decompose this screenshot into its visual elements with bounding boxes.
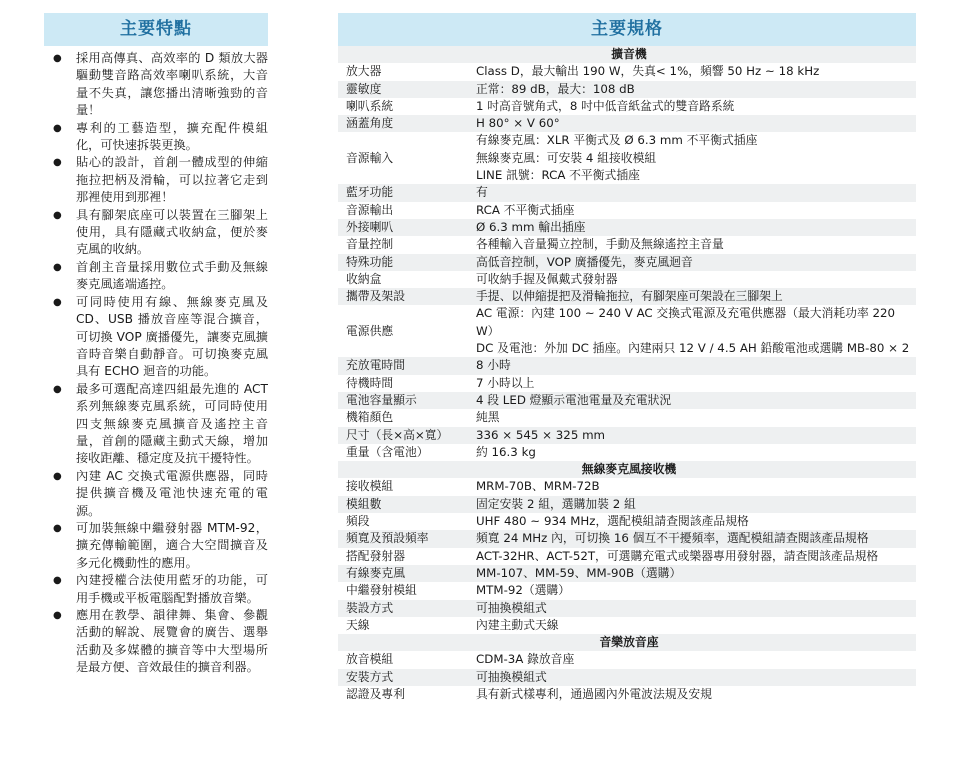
spec-section-header — [338, 461, 916, 478]
spec-label: 放大器 — [338, 63, 468, 80]
spec-row — [338, 254, 916, 271]
spec-value — [468, 513, 916, 530]
features-list — [44, 50, 268, 677]
spec-row — [338, 478, 916, 495]
spec-label: 搭配發射器 — [338, 548, 468, 565]
spec-label: 重量（含電池） — [338, 444, 468, 461]
spec-row — [338, 565, 916, 582]
spec-value — [468, 444, 916, 461]
spec-value — [468, 375, 916, 392]
section-title: 無線麥克風接收機 — [338, 461, 916, 478]
spec-value-line: 純黑 — [476, 410, 500, 425]
feature-text: 貼心的設計，首創一體成型的伸縮拖拉把柄及滑輪，可以拉著它走到那裡使用到那裡！ — [76, 155, 268, 205]
bullet-icon: ● — [53, 261, 62, 273]
spec-value-line: 固定安裝 2 組，選購加裝 2 組 — [476, 496, 636, 511]
spec-value-line: 7 小時以上 — [476, 375, 535, 390]
section-title: 音樂放音座 — [338, 634, 916, 651]
spec-value-line: 4 段 LED 燈顯示電池電量及充電狀況 — [476, 392, 672, 407]
feature-item — [44, 294, 268, 381]
spec-value-line: DC 及電池：外加 DC 插座。內建兩只 12 V / 4.5 AH 鉛酸電池或選購 MB-80 × 2 — [476, 341, 910, 356]
spec-value-line: MTM-92（選購） — [476, 583, 571, 598]
spec-row — [338, 444, 916, 461]
spec-value — [468, 427, 916, 444]
spec-label: 有線麥克風 — [338, 565, 468, 582]
spec-row — [338, 81, 916, 98]
feature-text: 可加裝無線中繼發射器 MTM-92，擴充傳輸範圍，適合大空間擴音及多元化機動性的應用。 — [76, 520, 268, 570]
spec-row — [338, 219, 916, 236]
feature-text: 首創主音量採用數位式手動及無線麥克風遙端遙控。 — [76, 259, 268, 292]
spec-value — [468, 115, 916, 132]
spec-value-line: UHF 480 ~ 934 MHz，選配模組請查閱該產品規格 — [476, 514, 749, 529]
spec-row — [338, 132, 916, 184]
spec-value — [468, 651, 916, 668]
spec-section-header — [338, 634, 916, 651]
spec-label: 裝設方式 — [338, 600, 468, 617]
spec-value-line: Class D，最大輸出 190 W，失真< 1%，頻響 50 Hz ~ 18 kHz — [476, 64, 820, 79]
spec-value — [468, 63, 916, 80]
spec-label: 認證及專利 — [338, 686, 468, 703]
spec-label: 尺寸（長×高×寬） — [338, 427, 468, 444]
bullet-icon: ● — [53, 209, 62, 221]
spec-value-line: 約 16.3 kg — [476, 444, 536, 459]
specs-panel — [338, 13, 916, 703]
feature-item — [44, 154, 268, 206]
feature-item — [44, 259, 268, 294]
spec-value — [468, 98, 916, 115]
bullet-icon: ● — [53, 522, 62, 534]
spec-row — [338, 115, 916, 132]
spec-value-line: CDM-3A 錄放音座 — [476, 652, 575, 667]
spec-row — [338, 617, 916, 634]
spec-row — [338, 600, 916, 617]
spec-value-line: 有 — [476, 185, 488, 200]
spec-label: 攜帶及架設 — [338, 288, 468, 305]
spec-label: 安裝方式 — [338, 669, 468, 686]
spec-row — [338, 375, 916, 392]
spec-label: 充放電時間 — [338, 357, 468, 374]
spec-row — [338, 271, 916, 288]
spec-value-line: 內建主動式天線 — [476, 617, 559, 632]
feature-item — [44, 572, 268, 607]
bullet-icon: ● — [53, 53, 62, 64]
spec-value-line: H 80° × V 60° — [476, 116, 560, 131]
spec-row — [338, 305, 916, 357]
bullet-icon: ● — [53, 610, 62, 621]
spec-label: 涵蓋角度 — [338, 115, 468, 132]
spec-label: 天線 — [338, 617, 468, 634]
spec-row — [338, 530, 916, 547]
spec-label: 模組數 — [338, 496, 468, 513]
spec-section-header — [338, 46, 916, 63]
spec-label: 電源供應 — [338, 305, 468, 357]
spec-label: 電池容量顯示 — [338, 392, 468, 409]
spec-value — [468, 565, 916, 582]
feature-item — [44, 50, 268, 120]
spec-value-line: 8 小時 — [476, 358, 511, 373]
spec-row — [338, 236, 916, 253]
feature-item — [44, 381, 268, 468]
spec-value — [468, 81, 916, 98]
spec-value — [468, 305, 916, 357]
spec-label: 頻寬及預設頻率 — [338, 530, 468, 547]
spec-value — [468, 496, 916, 513]
spec-label: 特殊功能 — [338, 254, 468, 271]
spec-label: 音源輸入 — [338, 132, 468, 184]
spec-value-line: 正常：89 dB，最大：108 dB — [476, 81, 635, 96]
spec-label: 中繼發射模組 — [338, 582, 468, 599]
spec-value — [468, 600, 916, 617]
spec-label: 待機時間 — [338, 375, 468, 392]
feature-item — [44, 120, 268, 155]
specs-table — [338, 46, 916, 703]
spec-row — [338, 202, 916, 219]
spec-value-line: 可抽換模組式 — [476, 600, 547, 615]
bullet-icon: ● — [53, 575, 62, 587]
feature-item — [44, 607, 268, 677]
spec-value-line: ACT-32HR、ACT-52T，可選購充電式或樂器專用發射器，請查閱該產品規格 — [476, 548, 879, 563]
feature-text: 採用高傳真、高效率的 D 類放大器驅動雙音路高效率喇叭系統，大音量不失真，讓您播出清晰強勁的音量！ — [76, 51, 268, 118]
spec-value — [468, 669, 916, 686]
spec-value — [468, 184, 916, 201]
spec-value-line: AC 電源：內建 100 ~ 240 V AC 交換式電源及充電供應器（最大消耗功率 220 W） — [476, 306, 896, 338]
feature-text: 內建 AC 交換式電源供應器，同時提供擴音機及電池快速充電的電源。 — [76, 468, 268, 518]
bullet-icon: ● — [53, 122, 62, 134]
spec-row — [338, 98, 916, 115]
spec-row — [338, 288, 916, 305]
section-title: 擴音機 — [338, 46, 916, 63]
spec-row — [338, 357, 916, 374]
spec-row — [338, 63, 916, 80]
feature-text: 專利的工藝造型，擴充配件模組化，可快速拆裝更換。 — [76, 120, 268, 153]
spec-value — [468, 288, 916, 305]
spec-value — [468, 254, 916, 271]
feature-item — [44, 207, 268, 259]
spec-value — [468, 548, 916, 565]
spec-row — [338, 686, 916, 703]
spec-row — [338, 184, 916, 201]
spec-value — [468, 202, 916, 219]
feature-text: 應用在教學、韻律舞、集會、參觀活動的解說、展覽會的廣告、選舉活動及多媒體的擴音等中大型場所是最方便、音效最佳的擴音利器。 — [76, 608, 268, 675]
spec-value — [468, 219, 916, 236]
spec-value — [468, 686, 916, 703]
spec-label: 接收模組 — [338, 478, 468, 495]
spec-label: 放音模組 — [338, 651, 468, 668]
spec-value-line: 可抽換模組式 — [476, 669, 547, 684]
spec-value-line: 各種輸入音量獨立控制，手動及無線遙控主音量 — [476, 237, 724, 252]
spec-value-line: RCA 不平衡式插座 — [476, 202, 575, 217]
feature-text: 可同時使用有線、無線麥克風及 CD、USB 播放音座等混合擴音，可切換 VOP 廣播優先，讓麥克風擴音時音樂自動靜音。可切換麥克風具有 ECHO 迴音的功能。 — [76, 294, 268, 379]
spec-label: 外接喇叭 — [338, 219, 468, 236]
spec-value-line: LINE 訊號：RCA 不平衡式插座 — [476, 168, 640, 183]
spec-label: 藍牙功能 — [338, 184, 468, 201]
bullet-icon: ● — [53, 470, 62, 482]
spec-row — [338, 392, 916, 409]
spec-value — [468, 582, 916, 599]
spec-value — [468, 236, 916, 253]
bullet-icon: ● — [53, 383, 62, 395]
spec-value-line: 可收納手握及佩戴式發射器 — [476, 271, 618, 286]
spec-value-line: 具有新式樣專利，通過國內外電波法規及安規 — [476, 686, 712, 701]
spec-label: 頻段 — [338, 513, 468, 530]
spec-row — [338, 513, 916, 530]
spec-value — [468, 271, 916, 288]
spec-row — [338, 548, 916, 565]
spec-value-line: 1 吋高音號角式，8 吋中低音紙盆式的雙音路系統 — [476, 98, 735, 113]
bullet-icon: ● — [53, 157, 62, 169]
spec-value — [468, 478, 916, 495]
spec-value — [468, 617, 916, 634]
bullet-icon: ● — [53, 296, 62, 308]
spec-value-line: 頻寬 24 MHz 內，可切換 16 個互不干擾頻率，選配模組請查閱該產品規格 — [476, 531, 869, 546]
spec-row — [338, 651, 916, 668]
features-title: 主要特點 — [44, 13, 268, 46]
specs-title: 主要規格 — [338, 13, 916, 46]
spec-value — [468, 409, 916, 426]
feature-text: 內建授權合法使用藍牙的功能，可用手機或平板電腦配對播放音樂。 — [76, 573, 268, 605]
feature-text: 最多可選配高達四組最先進的 ACT 系列無線麥克風系統，可同時使用四支無線麥克風擴音及遙控主音量，首創的隱藏主動式天線，增加接收距離、穩定度及抗干擾特性。 — [76, 381, 268, 466]
spec-value — [468, 132, 916, 184]
feature-item — [44, 468, 268, 520]
spec-value-line: 高低音控制，VOP 廣播優先，麥克風迴音 — [476, 254, 693, 269]
spec-label: 靈敏度 — [338, 81, 468, 98]
spec-value-line: MRM-70B、MRM-72B — [476, 479, 600, 494]
spec-row — [338, 409, 916, 426]
spec-value-line: MM-107、MM-59、MM-90B（選購） — [476, 565, 682, 580]
spec-row — [338, 427, 916, 444]
spec-row — [338, 669, 916, 686]
feature-text: 具有腳架底座可以裝置在三腳架上使用，具有隱藏式收納盒，便於麥克風的收納。 — [76, 207, 268, 257]
spec-row — [338, 496, 916, 513]
spec-label: 音源輸出 — [338, 202, 468, 219]
spec-label: 喇叭系統 — [338, 98, 468, 115]
spec-value-line: 336 × 545 × 325 mm — [476, 427, 606, 442]
spec-value-line: Ø 6.3 mm 輸出插座 — [476, 219, 586, 234]
spec-value — [468, 357, 916, 374]
feature-item — [44, 520, 268, 572]
spec-value-line: 有線麥克風：XLR 平衡式及 Ø 6.3 mm 不平衡式插座 — [476, 133, 758, 148]
spec-row — [338, 582, 916, 599]
spec-value — [468, 392, 916, 409]
spec-label: 音量控制 — [338, 236, 468, 253]
spec-label: 機箱顏色 — [338, 409, 468, 426]
spec-value-line: 手提、以伸縮提把及滑輪拖拉，有腳架座可架設在三腳架上 — [476, 289, 783, 304]
spec-label: 收納盒 — [338, 271, 468, 288]
spec-value-line: 無線麥克風：可安裝 4 組接收模組 — [476, 150, 657, 165]
features-panel — [44, 13, 268, 677]
spec-value — [468, 530, 916, 547]
